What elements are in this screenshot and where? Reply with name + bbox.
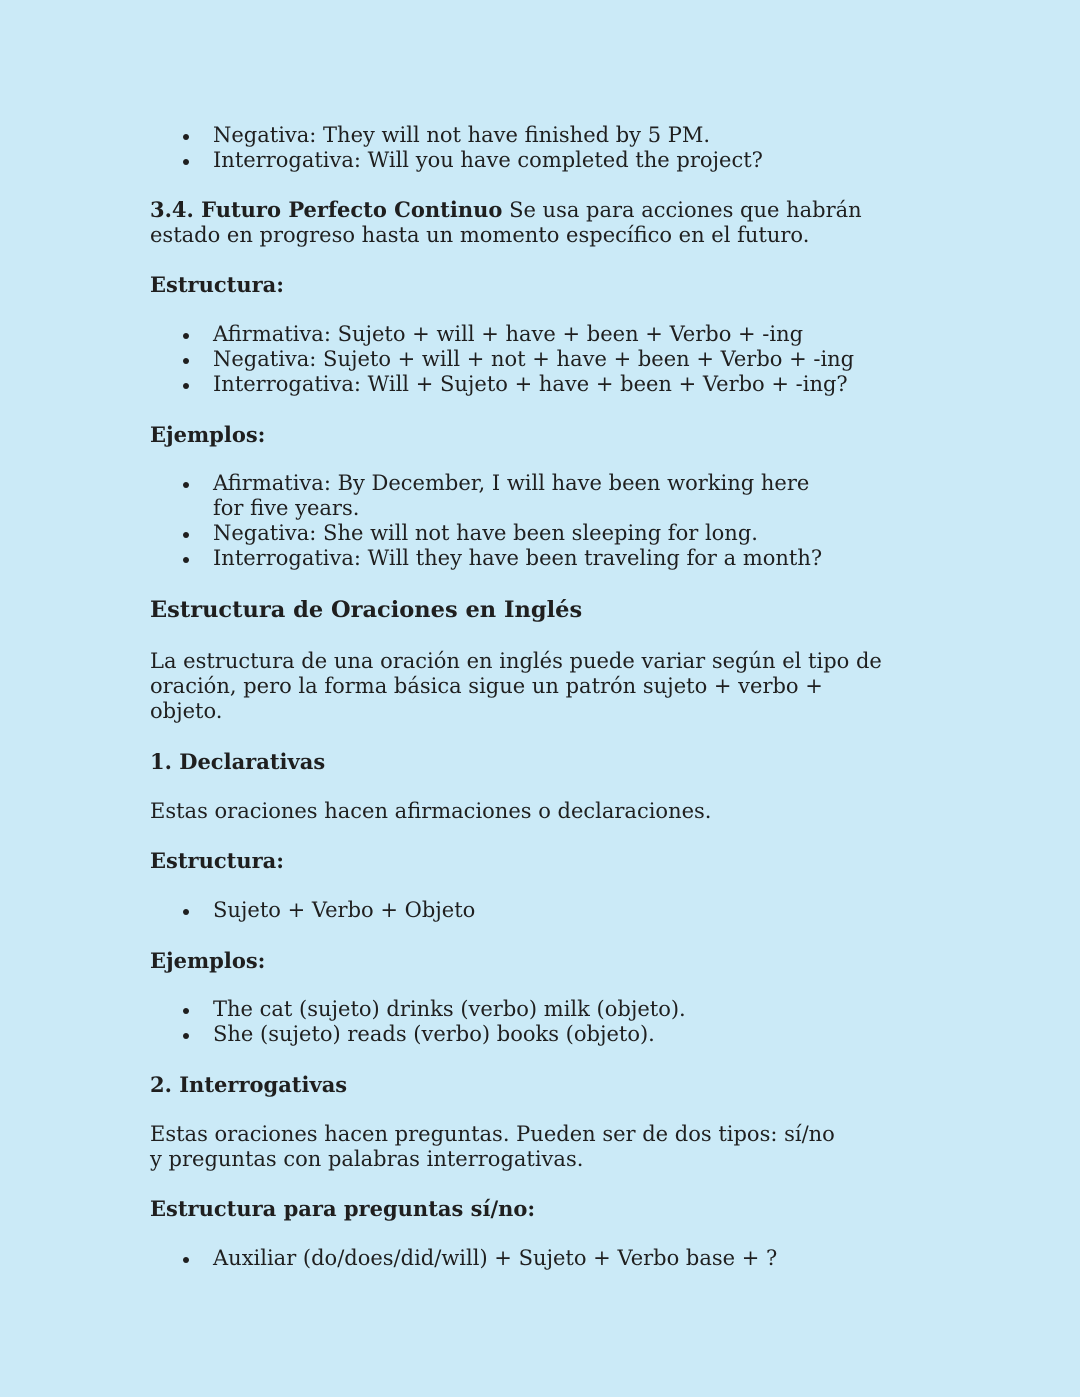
declarativas-structure-list bbox=[150, 898, 930, 923]
section-3-4-intro: Se usa para acciones que habrán estado en progreso hasta un momento específico en el futuro. bbox=[150, 198, 862, 247]
declarativas-examples-label: Ejemplos: bbox=[150, 948, 266, 973]
interrogativas-description: Estas oraciones hacen preguntas. Pueden ser de dos tipos: sí/no y preguntas con palabras interrogativas. bbox=[150, 1122, 835, 1171]
future-perfect-examples-list bbox=[150, 123, 930, 173]
list-item: The cat (sujeto) drinks (verbo) milk (objeto). bbox=[150, 997, 930, 1022]
document-page bbox=[150, 123, 930, 1271]
interrogativas-structure-list bbox=[150, 1246, 930, 1271]
section-3-4-title: 3.4. Futuro Perfecto Continuo bbox=[150, 197, 503, 222]
section-3-4-structure-list bbox=[150, 322, 930, 397]
list-item: Negativa: They will not have finished by 5 PM. bbox=[150, 123, 930, 148]
list-item: Interrogativa: Will you have completed the project? bbox=[150, 148, 930, 173]
list-item: Auxiliar (do/does/did/will) + Sujeto + Verbo base + ? bbox=[150, 1246, 930, 1271]
section-3-4-examples-label: Ejemplos: bbox=[150, 422, 266, 447]
declarativas-examples-list bbox=[150, 997, 930, 1047]
list-item: Negativa: She will not have been sleeping for long. bbox=[150, 521, 930, 546]
list-item: Interrogativa: Will + Sujeto + have + been + Verbo + -ing? bbox=[150, 372, 930, 397]
list-item: Interrogativa: Will they have been traveling for a month? bbox=[150, 546, 930, 571]
list-item: She (sujeto) reads (verbo) books (objeto). bbox=[150, 1022, 930, 1047]
list-item: Negativa: Sujeto + will + not + have + been + Verbo + -ing bbox=[150, 347, 930, 372]
declarativas-structure-label: Estructura: bbox=[150, 848, 285, 873]
declarativas-description: Estas oraciones hacen afirmaciones o declaraciones. bbox=[150, 799, 712, 823]
section-3-4-examples-list bbox=[150, 471, 930, 571]
sentence-structure-heading: Estructura de Oraciones en Inglés bbox=[150, 597, 583, 623]
section-3-4-structure-label: Estructura: bbox=[150, 272, 285, 297]
interrogativas-title: 2. Interrogativas bbox=[150, 1072, 348, 1097]
list-item: Sujeto + Verbo + Objeto bbox=[150, 898, 930, 923]
list-item: Afirmativa: Sujeto + will + have + been + Verbo + -ing bbox=[150, 322, 930, 347]
interrogativas-structure-label: Estructura para preguntas sí/no: bbox=[150, 1196, 536, 1221]
section-3-4-paragraph bbox=[150, 197, 930, 248]
declarativas-title: 1. Declarativas bbox=[150, 749, 326, 774]
sentence-structure-intro: La estructura de una oración en inglés puede variar según el tipo de oración, pero la forma básica sigue un patrón sujeto + verbo + objeto. bbox=[150, 649, 882, 723]
list-item: Afirmativa: By December, I will have been working here for five years. bbox=[150, 471, 930, 521]
